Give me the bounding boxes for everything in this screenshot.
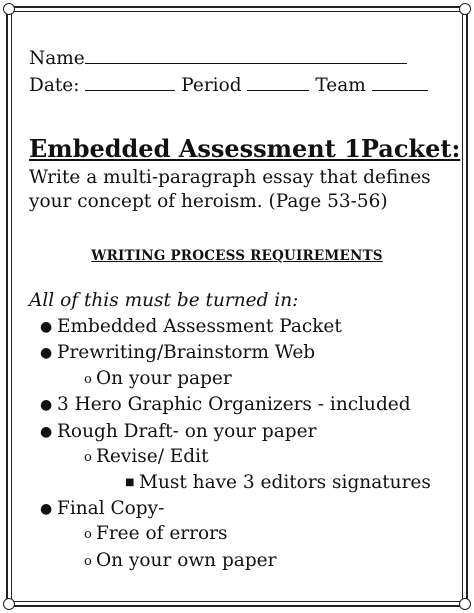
circle-bullet-icon: o — [84, 554, 92, 569]
name-line — [29, 48, 407, 69]
bullet-icon: ● — [40, 319, 53, 335]
list-subsubitem: ■ Must have 3 editors signatures — [125, 472, 431, 493]
bullet-icon: ● — [40, 501, 53, 517]
list-subitem: o Free of errors — [84, 523, 228, 544]
list-subitem: o Revise/ Edit — [84, 446, 209, 467]
date-blank[interactable] — [85, 76, 175, 91]
list-item: ● Final Copy- — [40, 498, 165, 519]
page-title: Embedded Assessment 1Packet: — [29, 134, 461, 163]
requirements-heading: WRITING PROCESS REQUIREMENTS — [91, 248, 383, 264]
circle-bullet-icon: o — [84, 450, 92, 465]
list-subitem: o On your own paper — [84, 550, 277, 571]
corner-ornament — [459, 3, 471, 15]
list-item: ● 3 Hero Graphic Organizers - included — [40, 394, 411, 415]
team-blank[interactable] — [372, 76, 428, 91]
square-bullet-icon: ■ — [125, 477, 135, 488]
name-blank[interactable] — [85, 49, 407, 64]
circle-bullet-icon: o — [84, 372, 92, 387]
description-line: your concept of heroism. (Page 53-56) — [29, 191, 388, 212]
bullet-icon: ● — [40, 397, 53, 413]
name-label: Name — [29, 48, 85, 69]
period-blank[interactable] — [247, 76, 309, 91]
list-item: ● Prewriting/Brainstorm Web — [40, 342, 316, 363]
bullet-icon: ● — [40, 345, 53, 361]
bullet-icon: ● — [40, 424, 53, 440]
team-label: Team — [315, 75, 366, 96]
corner-ornament — [459, 598, 471, 610]
circle-bullet-icon: o — [84, 527, 92, 542]
description-line: Write a multi-paragraph essay that defines — [29, 167, 431, 188]
list-item: ● Rough Draft- on your paper — [40, 421, 317, 442]
list-subitem: o On your paper — [84, 368, 232, 389]
corner-ornament — [3, 598, 15, 610]
period-label: Period — [181, 75, 242, 96]
corner-ornament — [3, 3, 15, 15]
intro-text: All of this must be turned in: — [29, 290, 299, 311]
date-label: Date: — [29, 75, 80, 96]
list-item: ● Embedded Assessment Packet — [40, 316, 342, 337]
description — [29, 166, 431, 214]
date-period-team-line — [29, 75, 428, 96]
